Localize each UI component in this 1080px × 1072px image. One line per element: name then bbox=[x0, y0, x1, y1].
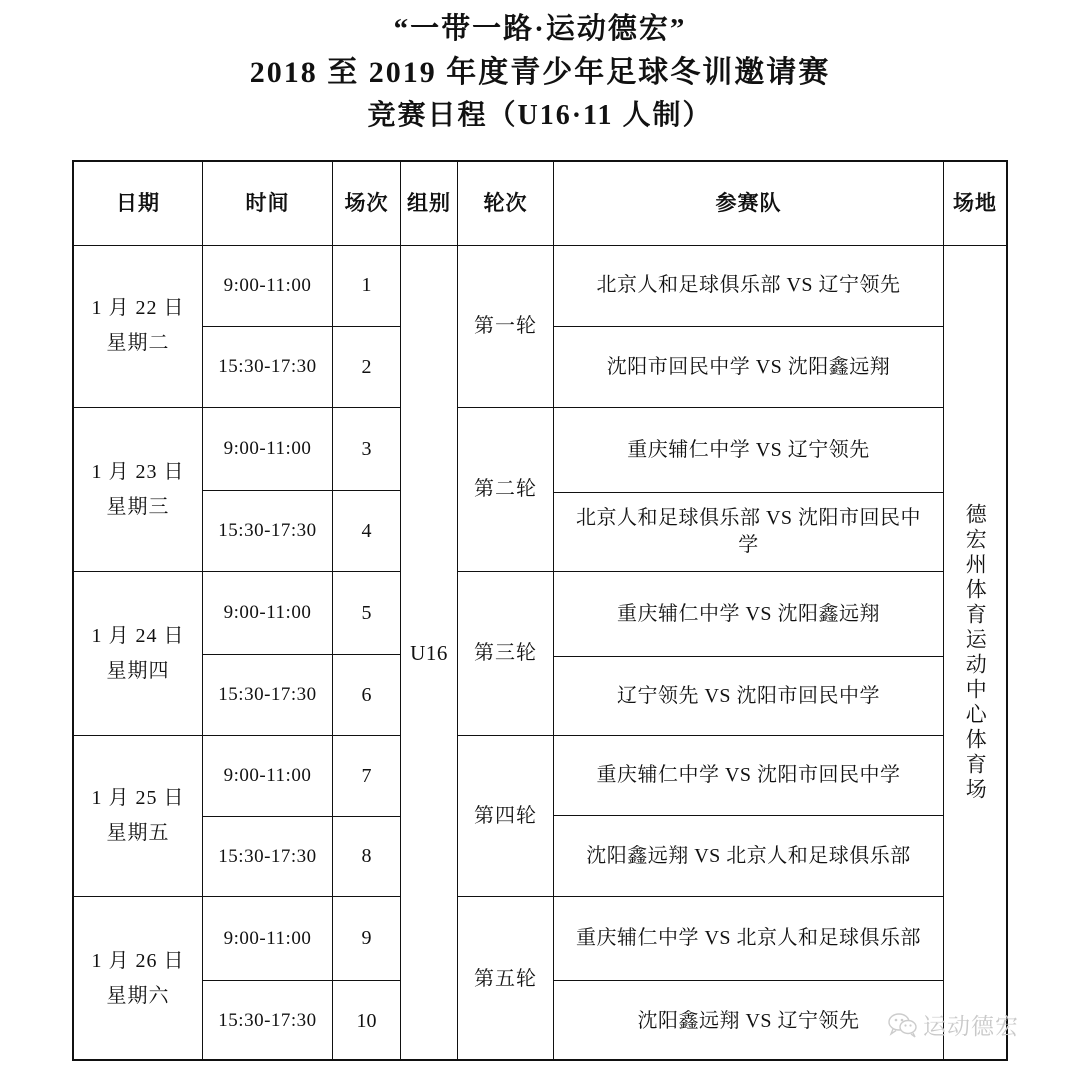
teams-cell: 沈阳鑫远翔 VS 北京人和足球俱乐部 bbox=[553, 815, 943, 896]
date-cell bbox=[74, 735, 202, 896]
weekday-value: 星期五 bbox=[106, 822, 170, 844]
time-cell: 15:30-17:30 bbox=[202, 326, 332, 407]
time-cell: 15:30-17:30 bbox=[202, 490, 332, 571]
header-match-no: 场次 bbox=[332, 162, 400, 245]
header-teams: 参赛队 bbox=[553, 162, 943, 245]
match-no-cell: 10 bbox=[332, 980, 400, 1061]
title-event: 2018 至 2019 年度青少年足球冬训邀请赛 bbox=[249, 56, 831, 89]
weekday-value: 星期二 bbox=[106, 332, 170, 354]
header-round: 轮次 bbox=[457, 162, 553, 245]
teams-cell: 沈阳市回民中学 VS 沈阳鑫远翔 bbox=[553, 326, 943, 407]
teams-cell: 北京人和足球俱乐部 VS 辽宁领先 bbox=[553, 245, 943, 326]
round-cell: 第二轮 bbox=[457, 407, 553, 571]
teams-cell: 重庆辅仁中学 VS 辽宁领先 bbox=[553, 407, 943, 492]
header-venue: 场地 bbox=[943, 162, 1006, 245]
teams-cell: 重庆辅仁中学 VS 沈阳市回民中学 bbox=[553, 735, 943, 815]
teams-cell: 沈阳鑫远翔 VS 辽宁领先 bbox=[553, 980, 943, 1061]
match-no-cell: 8 bbox=[332, 816, 400, 896]
teams-cell: 辽宁领先 VS 沈阳市回民中学 bbox=[553, 656, 943, 735]
header-group: 组别 bbox=[400, 162, 457, 245]
time-cell: 9:00-11:00 bbox=[202, 571, 332, 654]
title-slogan: “一带一路·运动德宏” bbox=[393, 13, 687, 45]
match-no-cell: 7 bbox=[332, 735, 400, 816]
round-cell: 第四轮 bbox=[457, 735, 553, 896]
weekday-value: 星期三 bbox=[106, 495, 170, 518]
round-cell: 第五轮 bbox=[457, 896, 553, 1061]
match-no-cell: 6 bbox=[332, 654, 400, 735]
teams-cell: 重庆辅仁中学 VS 沈阳鑫远翔 bbox=[553, 571, 943, 656]
weekday-value: 星期四 bbox=[106, 659, 170, 682]
match-no-cell: 3 bbox=[332, 407, 400, 490]
teams-cell: 北京人和足球俱乐部 VS 沈阳市回民中学 bbox=[553, 492, 943, 571]
time-cell: 15:30-17:30 bbox=[202, 654, 332, 735]
title-block bbox=[0, 0, 1080, 134]
date-value: 1 月 24 日 bbox=[91, 624, 185, 647]
group-cell: U16 bbox=[400, 245, 457, 1061]
time-cell: 9:00-11:00 bbox=[202, 407, 332, 490]
weekday-value: 星期六 bbox=[106, 985, 170, 1007]
date-cell bbox=[74, 571, 202, 735]
watermark-label: 运动德宏 bbox=[923, 1013, 1019, 1039]
match-no-cell: 4 bbox=[332, 490, 400, 571]
date-cell bbox=[74, 245, 202, 407]
teams-cell: 重庆辅仁中学 VS 北京人和足球俱乐部 bbox=[553, 896, 943, 980]
date-value: 1 月 23 日 bbox=[91, 460, 185, 483]
match-no-cell: 9 bbox=[332, 896, 400, 980]
match-no-cell: 1 bbox=[332, 245, 400, 326]
venue-cell: 德宏州体育运动中心体育场 bbox=[943, 245, 1006, 1061]
date-value: 1 月 25 日 bbox=[91, 787, 185, 809]
date-value: 1 月 22 日 bbox=[91, 297, 185, 319]
schedule-table bbox=[72, 160, 1008, 1061]
header-time: 时间 bbox=[202, 162, 332, 245]
time-cell: 15:30-17:30 bbox=[202, 980, 332, 1061]
header-date: 日期 bbox=[116, 191, 160, 216]
date-cell bbox=[74, 896, 202, 1061]
time-cell: 15:30-17:30 bbox=[202, 816, 332, 896]
title-subtitle: 竞赛日程（U16·11 人制） bbox=[367, 100, 713, 131]
round-cell: 第三轮 bbox=[457, 571, 553, 735]
time-cell: 9:00-11:00 bbox=[202, 245, 332, 326]
date-value: 1 月 26 日 bbox=[91, 950, 185, 972]
round-cell: 第一轮 bbox=[457, 245, 553, 407]
match-no-cell: 2 bbox=[332, 326, 400, 407]
time-cell: 9:00-11:00 bbox=[202, 896, 332, 980]
date-cell bbox=[74, 407, 202, 571]
time-cell: 9:00-11:00 bbox=[202, 735, 332, 816]
match-no-cell: 5 bbox=[332, 571, 400, 654]
